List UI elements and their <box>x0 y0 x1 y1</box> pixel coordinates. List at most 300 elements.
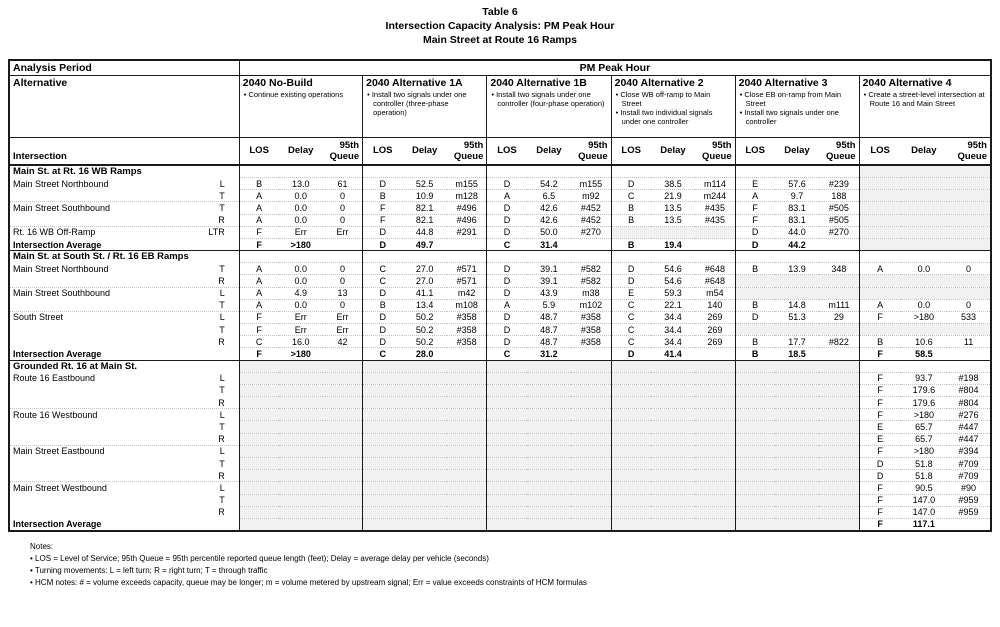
empty-cell <box>363 384 403 396</box>
empty-cell <box>819 518 859 530</box>
approach-name: Main Street Eastbound <box>13 446 105 457</box>
queue-header <box>819 137 859 165</box>
delay-value: 16.0 <box>279 336 323 348</box>
delay-value: 93.7 <box>901 372 948 384</box>
queue-value <box>447 348 487 360</box>
empty-cell <box>695 433 735 445</box>
empty-cell <box>363 165 487 178</box>
los-value: A <box>239 299 278 311</box>
empty-cell <box>239 518 278 530</box>
delay-value: 42.6 <box>527 214 572 226</box>
queue-value: #447 <box>947 433 991 445</box>
queue-value: m54 <box>695 287 735 299</box>
empty-cell <box>527 445 572 457</box>
los-value: F <box>239 348 278 360</box>
table-subtitle-1: Intersection Capacity Analysis: PM Peak Hour <box>385 20 615 32</box>
queue-value: 0 <box>947 299 991 311</box>
empty-cell <box>819 397 859 409</box>
approach-name: Rt. 16 WB Off-Ramp <box>13 227 96 238</box>
table-row <box>9 494 991 506</box>
queue-value: 533 <box>947 311 991 323</box>
movement-label: R <box>218 470 225 481</box>
empty-cell <box>447 457 487 469</box>
empty-cell <box>695 226 735 238</box>
empty-cell <box>695 372 735 384</box>
alternative-bullet: • Install two signals under one controller <box>739 107 839 126</box>
empty-cell <box>487 518 527 530</box>
delay-value: 83.1 <box>775 214 820 226</box>
section-header-row <box>9 165 991 178</box>
queue-value: #198 <box>947 372 991 384</box>
table-row <box>9 482 991 494</box>
empty-cell <box>775 494 820 506</box>
queue-value: #358 <box>447 336 487 348</box>
alternative-bullet: • Close WB off-ramp to Main Street <box>615 89 711 108</box>
empty-cell <box>279 372 323 384</box>
los-value: C <box>611 311 651 323</box>
los-value: D <box>735 311 775 323</box>
empty-cell <box>323 384 363 396</box>
los-value: B <box>611 202 651 214</box>
empty-cell <box>947 202 991 214</box>
alternative-bullet: • Close EB on-ramp from Main Street <box>739 89 842 108</box>
empty-cell <box>775 397 820 409</box>
empty-cell <box>735 275 775 287</box>
empty-cell <box>735 457 775 469</box>
empty-cell <box>775 421 820 433</box>
delay-header: Delay <box>402 137 447 165</box>
empty-cell <box>859 287 900 299</box>
empty-cell <box>775 433 820 445</box>
empty-cell <box>775 275 820 287</box>
los-value: D <box>363 178 403 190</box>
empty-cell <box>611 433 651 445</box>
queue-value <box>819 348 859 360</box>
los-header: LOS <box>487 137 527 165</box>
queue-value: 0 <box>323 299 363 311</box>
queue-value <box>695 238 735 250</box>
alternative-header <box>611 75 735 137</box>
los-value: F <box>735 214 775 226</box>
empty-cell <box>611 494 651 506</box>
delay-value: 54.2 <box>527 178 572 190</box>
queue-header-line1: 95th <box>339 139 360 151</box>
table-row <box>9 384 991 396</box>
los-value: B <box>859 336 900 348</box>
delay-value: 34.4 <box>651 324 696 336</box>
empty-cell <box>901 226 948 238</box>
delay-value: 58.5 <box>901 348 948 360</box>
los-value: F <box>239 311 278 323</box>
row-label <box>9 421 239 433</box>
empty-cell <box>651 397 696 409</box>
delay-header: Delay <box>527 137 572 165</box>
delay-value: 13.5 <box>651 214 696 226</box>
queue-value <box>447 238 487 250</box>
table-row <box>9 433 991 445</box>
table-row <box>9 445 991 457</box>
alternative-name: 2040 Alternative 2 <box>614 76 704 89</box>
empty-cell <box>859 226 900 238</box>
row-label <box>9 336 239 348</box>
movement-label: T <box>219 324 225 335</box>
queue-value: 29 <box>819 311 859 323</box>
queue-value: #571 <box>447 263 487 275</box>
empty-cell <box>735 445 775 457</box>
empty-cell <box>819 372 859 384</box>
empty-cell <box>527 470 572 482</box>
delay-value: 0.0 <box>279 263 323 275</box>
approach-name: Main Street Northbound <box>13 263 109 274</box>
empty-cell <box>775 384 820 396</box>
alternative-bullet: • Install two individual signals under one controller <box>615 107 713 126</box>
los-value: D <box>487 311 527 323</box>
empty-cell <box>611 372 651 384</box>
empty-cell <box>527 433 572 445</box>
delay-value: 51.3 <box>775 311 820 323</box>
los-value: B <box>239 178 278 190</box>
los-value: A <box>239 190 278 202</box>
notes-heading: Notes: <box>30 541 54 551</box>
movement-label: L <box>219 409 225 420</box>
queue-value: #709 <box>947 470 991 482</box>
queue-value: 269 <box>695 311 735 323</box>
los-value: F <box>239 238 278 250</box>
los-value: C <box>363 263 403 275</box>
queue-value: m42 <box>447 287 487 299</box>
empty-cell <box>819 457 859 469</box>
los-value: C <box>239 336 278 348</box>
empty-cell <box>487 372 527 384</box>
delay-value: 50.2 <box>402 324 447 336</box>
queue-header <box>695 137 735 165</box>
delay-value: 10.9 <box>402 190 447 202</box>
queue-value: #358 <box>571 324 611 336</box>
row-label <box>9 214 239 226</box>
los-value: D <box>363 324 403 336</box>
empty-cell <box>947 275 991 287</box>
los-value: E <box>735 178 775 190</box>
los-value: E <box>611 287 651 299</box>
los-header: LOS <box>239 137 278 165</box>
delay-value: >180 <box>901 409 948 421</box>
empty-cell <box>323 506 363 518</box>
delay-value: 42.6 <box>527 202 572 214</box>
delay-value: 51.8 <box>901 470 948 482</box>
empty-cell <box>611 251 735 263</box>
empty-cell <box>901 238 948 250</box>
alternative-name: 2040 Alternative 1A <box>366 76 463 89</box>
empty-cell <box>775 372 820 384</box>
empty-cell <box>819 287 859 299</box>
empty-cell <box>819 421 859 433</box>
empty-cell <box>735 409 775 421</box>
delay-value: 52.5 <box>402 178 447 190</box>
queue-value: #648 <box>695 275 735 287</box>
movement-label: L <box>219 312 225 323</box>
queue-value <box>947 348 991 360</box>
delay-value: 54.6 <box>651 263 696 275</box>
notes <box>30 541 1000 589</box>
empty-cell <box>651 421 696 433</box>
los-value: D <box>611 263 651 275</box>
los-header: LOS <box>363 137 403 165</box>
queue-value: #505 <box>819 214 859 226</box>
empty-cell <box>279 506 323 518</box>
table-row <box>9 202 991 214</box>
empty-cell <box>447 397 487 409</box>
queue-header-line1: 95th <box>712 139 732 151</box>
movement-label: LTR <box>208 227 225 238</box>
empty-cell <box>363 360 487 372</box>
queue-value: 140 <box>695 299 735 311</box>
empty-cell <box>571 445 611 457</box>
empty-cell <box>447 372 487 384</box>
empty-cell <box>859 360 991 372</box>
section-header-row <box>9 251 991 263</box>
movement-label: L <box>219 288 225 299</box>
los-value: F <box>859 506 900 518</box>
empty-cell <box>527 397 572 409</box>
empty-cell <box>695 518 735 530</box>
row-label <box>9 470 239 482</box>
approach-name: Intersection Average <box>13 519 102 530</box>
movement-label: R <box>218 397 225 408</box>
movement-label: T <box>219 190 225 201</box>
movement-label: L <box>219 178 225 189</box>
delay-value: 17.7 <box>775 336 820 348</box>
queue-header-line1: 95th <box>588 139 608 151</box>
empty-cell <box>819 494 859 506</box>
los-value: C <box>611 299 651 311</box>
empty-cell <box>819 324 859 336</box>
section-title: Main St. at Rt. 16 WB Ramps <box>9 165 239 178</box>
empty-cell <box>363 518 403 530</box>
los-value: E <box>859 433 900 445</box>
los-value: F <box>859 348 900 360</box>
los-header: LOS <box>611 137 651 165</box>
row-label <box>9 226 239 238</box>
table-row <box>9 397 991 409</box>
delay-value: Err <box>279 226 323 238</box>
empty-cell <box>527 372 572 384</box>
empty-cell <box>279 445 323 457</box>
empty-cell <box>859 178 900 190</box>
empty-cell <box>611 165 735 178</box>
empty-cell <box>735 384 775 396</box>
empty-cell <box>323 470 363 482</box>
empty-cell <box>775 445 820 457</box>
row-label <box>9 324 239 336</box>
delay-value: 65.7 <box>901 421 948 433</box>
los-value: B <box>363 299 403 311</box>
queue-value: 0 <box>323 202 363 214</box>
delay-value: 49.7 <box>402 238 447 250</box>
los-value: D <box>363 226 403 238</box>
queue-value: #358 <box>447 311 487 323</box>
empty-cell <box>447 506 487 518</box>
empty-cell <box>487 470 527 482</box>
empty-cell <box>611 482 651 494</box>
table-row <box>9 372 991 384</box>
los-value: B <box>611 214 651 226</box>
row-label <box>9 397 239 409</box>
empty-cell <box>571 384 611 396</box>
row-label <box>9 190 239 202</box>
empty-cell <box>859 324 900 336</box>
empty-cell <box>402 372 447 384</box>
los-value: F <box>239 226 278 238</box>
delay-value: 31.2 <box>527 348 572 360</box>
movement-label: T <box>219 495 225 506</box>
los-value: C <box>611 190 651 202</box>
delay-value: 147.0 <box>901 494 948 506</box>
analysis-period-row <box>9 60 991 75</box>
row-label <box>9 238 239 250</box>
table-row <box>9 470 991 482</box>
delay-value: >180 <box>901 311 948 323</box>
los-value: D <box>487 275 527 287</box>
queue-value: #452 <box>571 202 611 214</box>
empty-cell <box>487 506 527 518</box>
queue-value: 13 <box>323 287 363 299</box>
empty-cell <box>239 457 278 469</box>
pm-peak-hour-label: PM Peak Hour <box>239 60 991 75</box>
queue-value: #822 <box>819 336 859 348</box>
los-value: F <box>735 202 775 214</box>
queue-value: #239 <box>819 178 859 190</box>
table-row <box>9 324 991 336</box>
queue-value: Err <box>323 226 363 238</box>
empty-cell <box>363 457 403 469</box>
los-value: A <box>239 202 278 214</box>
los-value: C <box>487 238 527 250</box>
delay-value: 38.5 <box>651 178 696 190</box>
row-label <box>9 275 239 287</box>
empty-cell <box>819 433 859 445</box>
queue-value: #959 <box>947 494 991 506</box>
queue-value: #505 <box>819 202 859 214</box>
empty-cell <box>735 518 775 530</box>
queue-value: #496 <box>447 214 487 226</box>
delay-value: 6.5 <box>527 190 572 202</box>
empty-cell <box>735 494 775 506</box>
row-label <box>9 409 239 421</box>
empty-cell <box>735 470 775 482</box>
empty-cell <box>735 482 775 494</box>
delay-value: 4.9 <box>279 287 323 299</box>
empty-cell <box>695 445 735 457</box>
empty-cell <box>735 421 775 433</box>
table-row <box>9 263 991 275</box>
delay-value: 0.0 <box>901 263 948 275</box>
delay-value: 0.0 <box>279 190 323 202</box>
empty-cell <box>859 251 991 263</box>
empty-cell <box>695 506 735 518</box>
delay-value: 48.7 <box>527 311 572 323</box>
alternative-header <box>239 75 362 137</box>
queue-value: 0 <box>947 263 991 275</box>
queue-value: #709 <box>947 457 991 469</box>
los-value: D <box>363 287 403 299</box>
delay-value: 57.6 <box>775 178 820 190</box>
empty-cell <box>279 470 323 482</box>
los-value: B <box>735 299 775 311</box>
empty-cell <box>487 445 527 457</box>
empty-cell <box>775 287 820 299</box>
empty-cell <box>611 506 651 518</box>
empty-cell <box>695 494 735 506</box>
empty-cell <box>447 470 487 482</box>
empty-cell <box>819 482 859 494</box>
delay-value: 41.4 <box>651 348 696 360</box>
delay-value: 13.9 <box>775 263 820 275</box>
movement-label: T <box>219 385 225 396</box>
delay-value: >180 <box>901 445 948 457</box>
los-value: D <box>859 470 900 482</box>
movement-label: R <box>218 336 225 347</box>
queue-value <box>323 348 363 360</box>
delay-value: 48.7 <box>527 324 572 336</box>
row-label <box>9 311 239 323</box>
empty-cell <box>775 324 820 336</box>
los-value: F <box>859 482 900 494</box>
table-title <box>0 0 1000 47</box>
queue-value: m111 <box>819 299 859 311</box>
empty-cell <box>695 457 735 469</box>
queue-value <box>571 238 611 250</box>
queue-value: m155 <box>447 178 487 190</box>
queue-value: #447 <box>947 421 991 433</box>
queue-value <box>323 238 363 250</box>
los-value: D <box>487 263 527 275</box>
empty-cell <box>402 397 447 409</box>
queue-value: #582 <box>571 275 611 287</box>
table-row <box>9 190 991 202</box>
row-label <box>9 384 239 396</box>
los-value: D <box>487 336 527 348</box>
empty-cell <box>402 421 447 433</box>
delay-value: 54.6 <box>651 275 696 287</box>
delay-value: 28.0 <box>402 348 447 360</box>
delay-value: 41.1 <box>402 287 447 299</box>
queue-value: #435 <box>695 202 735 214</box>
delay-value: 43.9 <box>527 287 572 299</box>
queue-value: 0 <box>323 263 363 275</box>
table-row <box>9 409 991 421</box>
empty-cell <box>402 445 447 457</box>
empty-cell <box>571 506 611 518</box>
delay-value: 34.4 <box>651 336 696 348</box>
empty-cell <box>527 409 572 421</box>
queue-value: m38 <box>571 287 611 299</box>
row-label <box>9 299 239 311</box>
empty-cell <box>487 457 527 469</box>
empty-cell <box>487 482 527 494</box>
empty-cell <box>775 409 820 421</box>
alternative-header <box>363 75 487 137</box>
approach-name: Intersection Average <box>13 239 102 250</box>
empty-cell <box>279 482 323 494</box>
delay-value: Err <box>279 324 323 336</box>
empty-cell <box>819 445 859 457</box>
empty-cell <box>363 494 403 506</box>
queue-value: #435 <box>695 214 735 226</box>
los-value: C <box>487 348 527 360</box>
queue-value: #291 <box>447 226 487 238</box>
delay-value: 44.8 <box>402 226 447 238</box>
empty-cell <box>239 470 278 482</box>
